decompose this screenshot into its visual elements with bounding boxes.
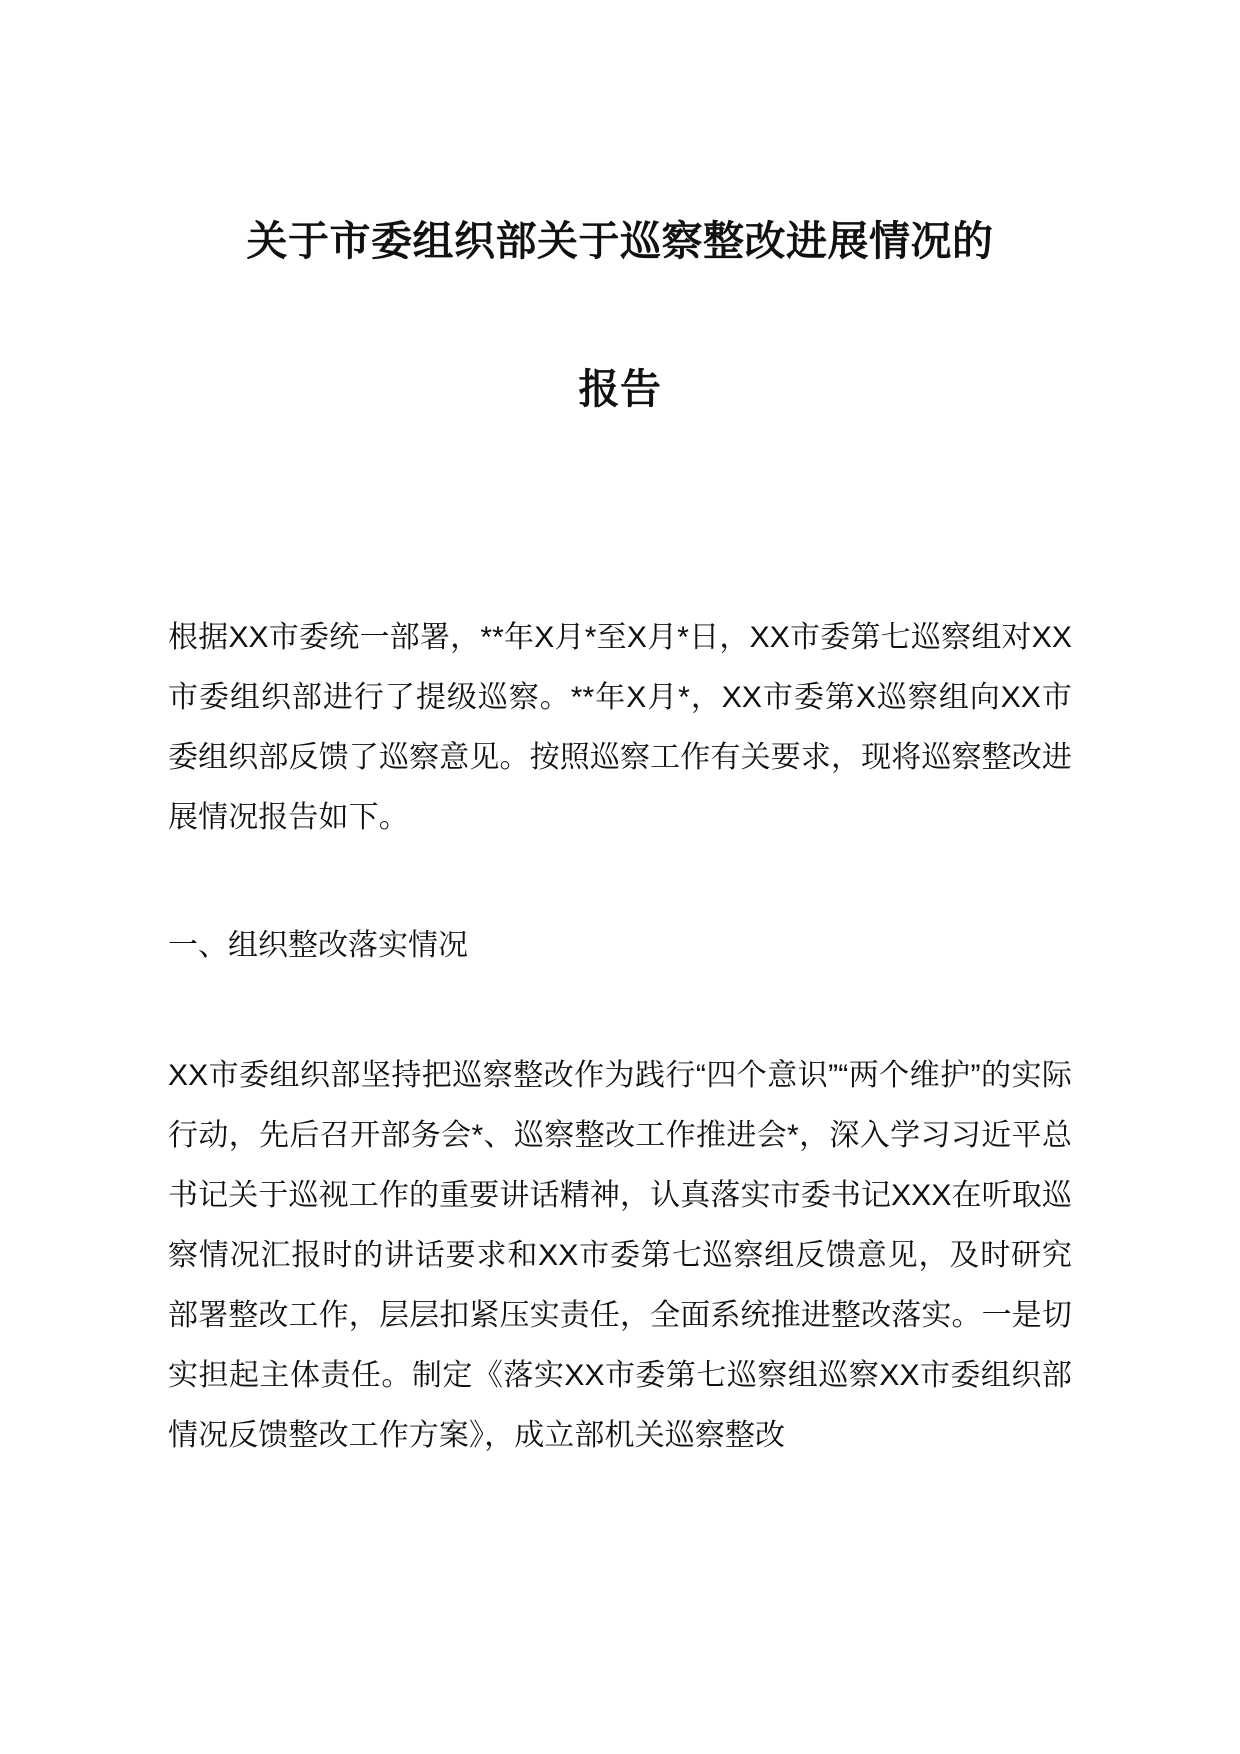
- lead-paragraph: 根据XX市委统一部署，**年X月*至X月*日，XX市委第七巡察组对XX市委组织部进行了提级巡察。**年X月*，XX市委第X巡察组向XX市委组织部反馈了巡察意见。按照巡察工作有关要求，现将巡察整改进展情况报告如下。: [168, 621, 1072, 834]
- page-title: [168, 0, 1072, 462]
- section-1-paragraph: XX市委组织部坚持把巡察整改作为践行“四个意识”“两个维护”的实际行动，先后召开部务会*、巡察整改工作推进会*，深入学习习近平总书记关于巡视工作的重要讲话精神，认真落实市委书记XXX在听取巡察情况汇报时的讲话要求和XX市委第七巡察组反馈意见，及时研究部署整改工作，层层扣紧压实责任，全面系统推进整改落实。一是切实担起主体责任。制定《落实XX市委第七巡察组巡察XX市委组织部情况反馈整改工作方案》，成立部机关巡察整改: [168, 1059, 1072, 1452]
- page-title-line-2: 报告: [578, 366, 662, 412]
- section-heading-1: 一、组织整改落实情况: [168, 929, 468, 962]
- page-title-line-1: 关于市委组织部关于巡察整改进展情况的: [246, 218, 994, 264]
- document-body: [168, 0, 1072, 1466]
